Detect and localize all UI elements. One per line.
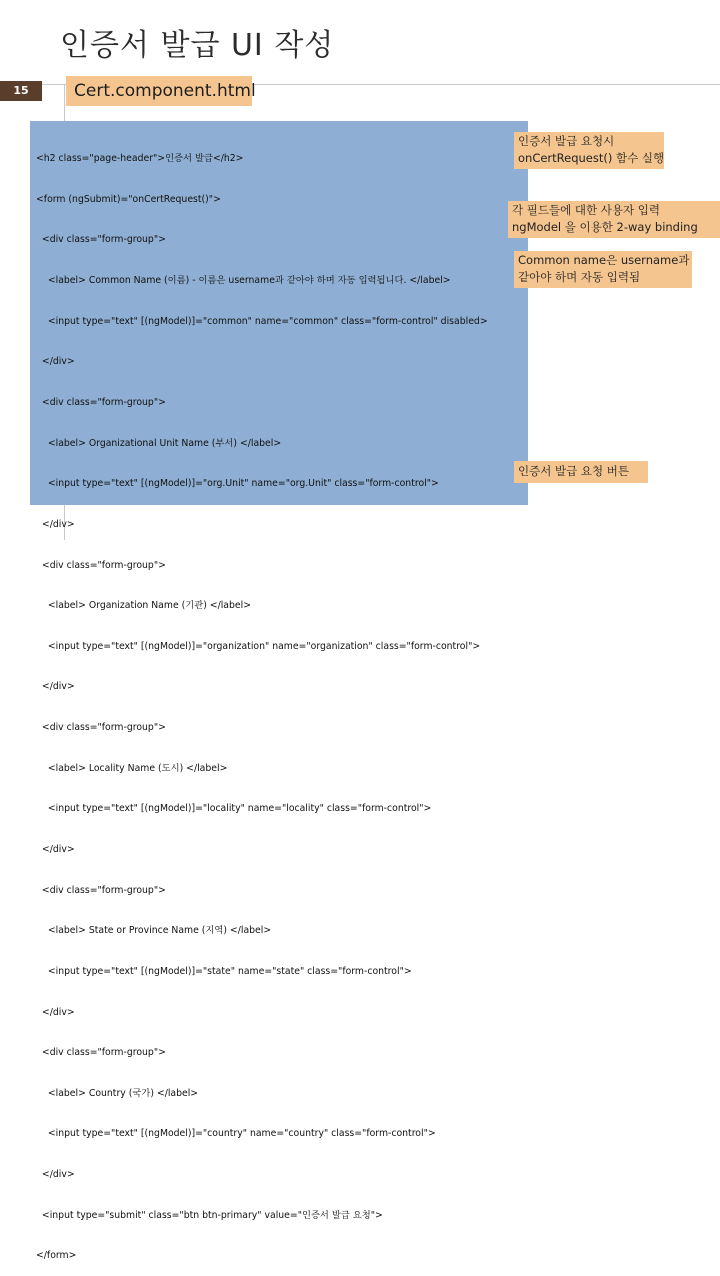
code-line: <input type="text" [(ngModel)]="organization" name="organization" class="form-control"> <box>36 640 481 652</box>
code-block <box>30 121 528 1262</box>
code-line: <div class="form-group"> <box>36 234 166 246</box>
submit-note <box>514 461 648 483</box>
code-line: </div> <box>36 681 75 693</box>
code-line: <label> Country (국가) </label> <box>36 1087 199 1099</box>
binding-note <box>508 201 720 238</box>
binding-note-line2: ngModel 을 이용한 2-way binding <box>512 220 698 234</box>
code-line: <input type="text" [(ngModel)]="locality" name="locality" class="form-control"> <box>36 803 432 815</box>
common-name-note-line2: 같아야 하며 자동 입력됨 <box>518 270 641 284</box>
code-line: <div class="form-group"> <box>36 559 166 571</box>
common-name-note <box>514 251 692 288</box>
request-note-line1: 인증서 발급 요청시 <box>518 134 615 148</box>
code-line: <div class="form-group"> <box>36 1047 166 1059</box>
code-line: </div> <box>36 843 75 855</box>
code-line: <label> Common Name (이름) - 이름은 username과 같아야 하며 자동 입력됩니다. </label> <box>36 275 451 287</box>
code-line: <label> State or Province Name (지역) </label> <box>36 925 272 937</box>
slide-number: 15 <box>0 81 42 101</box>
code-line: <h2 class="page-header">인증서 발급</h2> <box>36 153 244 165</box>
request-note <box>514 132 664 169</box>
code-line: <input type="text" [(ngModel)]="state" name="state" class="form-control"> <box>36 965 412 977</box>
code-line: <label> Organization Name (기관) </label> <box>36 600 251 612</box>
code-line: </form> <box>36 1250 77 1262</box>
submit-note-line1: 인증서 발급 요청 버튼 <box>518 464 629 478</box>
code-line: </div> <box>36 1006 75 1018</box>
code-line: <label> Locality Name (도시) </label> <box>36 762 228 774</box>
code-line: </div> <box>36 518 75 530</box>
common-name-note-line1: Common name은 username과 <box>518 253 690 267</box>
code-line: <input type="text" [(ngModel)]="common" name="common" class="form-control" disabled> <box>36 315 488 327</box>
code-line: <form (ngSubmit)="onCertRequest()"> <box>36 193 221 205</box>
request-note-line2: onCertRequest() 함수 실행 <box>518 151 665 165</box>
code-line: </div> <box>36 356 75 368</box>
code-line: <div class="form-group"> <box>36 722 166 734</box>
code-line: <input type="submit" class="btn btn-primary" value="인증서 발급 요청"> <box>36 1209 383 1221</box>
code-line: <input type="text" [(ngModel)]="country" name="country" class="form-control"> <box>36 1128 436 1140</box>
code-line: <label> Organizational Unit Name (부서) </label> <box>36 437 282 449</box>
slide-title: 인증서 발급 UI 작성 <box>60 28 335 63</box>
binding-note-line1: 각 필드들에 대한 사용자 입력 <box>512 203 660 217</box>
file-name-label: Cert.component.html <box>66 76 252 106</box>
code-line: <div class="form-group"> <box>36 884 166 896</box>
code-line: </div> <box>36 1169 75 1181</box>
code-line: <input type="text" [(ngModel)]="org.Unit" name="org.Unit" class="form-control"> <box>36 478 439 490</box>
code-line: <div class="form-group"> <box>36 396 166 408</box>
